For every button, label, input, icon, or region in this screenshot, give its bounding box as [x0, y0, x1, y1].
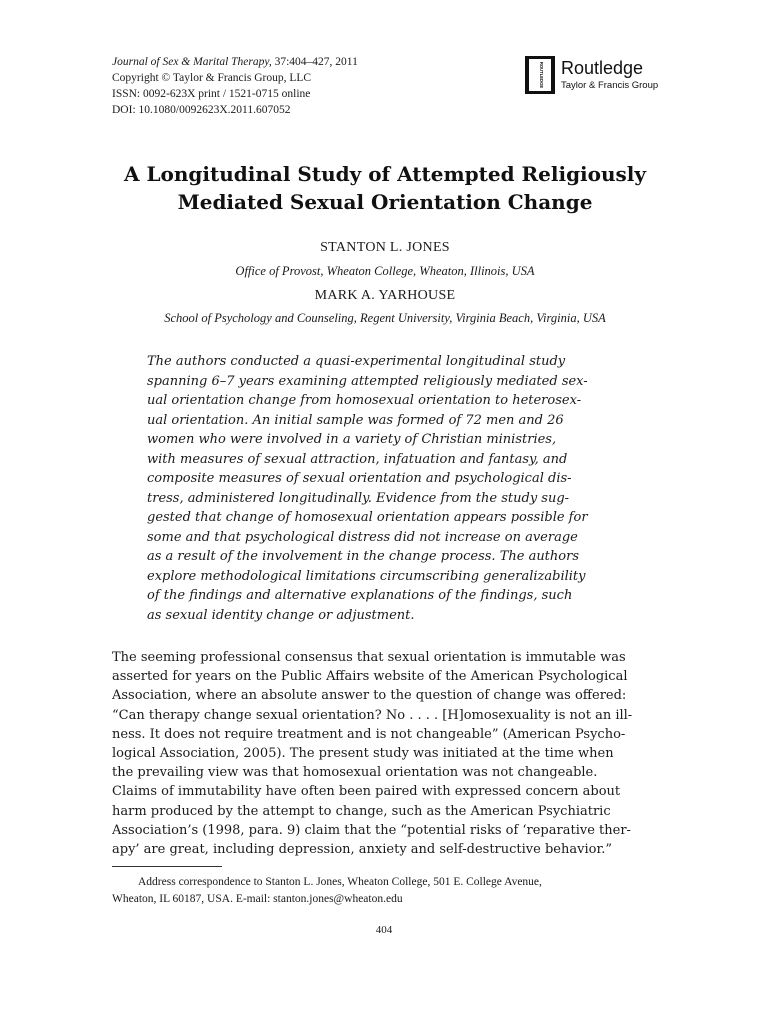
- journal-volume-pages: 37:404–427, 2011: [271, 56, 358, 68]
- routledge-logo-icon: [525, 56, 555, 94]
- abstract-line: some and that psychological distress did not increase on average: [147, 529, 578, 545]
- journal-citation: [112, 54, 472, 70]
- abstract-line: as a result of the involvement in the change process. The authors: [147, 549, 579, 564]
- abstract-line: ual orientation. An initial sample was formed of 72 men and 26: [147, 412, 564, 428]
- page-number: 404: [375, 924, 393, 936]
- abstract-line: composite measures of sexual orientation and psychological dis-: [147, 471, 572, 486]
- title-line: A Longitudinal Study of Attempted Religiously: [123, 162, 647, 186]
- body-line: logical Association, 2005). The present study was initiated at the time when: [112, 746, 614, 762]
- abstract-line: The authors conducted a quasi-experimental longitudinal study: [147, 354, 566, 369]
- abstract-line: women who were involved in a variety of Christian ministries,: [147, 432, 557, 447]
- copyright-line: Copyright © Taylor & Francis Group, LLC: [112, 72, 312, 84]
- body-line: “Can therapy change sexual orientation? No . . . . [H]omosexuality is not an ill-: [112, 707, 633, 723]
- author-name: MARK A. YARHOUSE: [314, 288, 456, 303]
- body-line: Claims of immutability have often been paired with expressed concern about: [112, 784, 621, 800]
- abstract-line: with measures of sexual attraction, infatuation and fantasy, and: [147, 451, 568, 467]
- abstract-line: gested that change of homosexual orientation appears possible for: [147, 510, 588, 525]
- abstract-line: explore methodological limitations circumscribing generalizability: [147, 568, 586, 584]
- logo-mark-text: ROUTLEDGE: [539, 61, 544, 89]
- footnote-line: Wheaton, IL 60187, USA. E-mail: stanton.jones@wheaton.edu: [112, 893, 403, 905]
- abstract-line: of the findings and alternative explanations of the findings, such: [147, 588, 573, 603]
- body-line: Association’s (1998, para. 9) claim that the “potential risks of ‘reparative ther-: [112, 822, 631, 838]
- footnote-line: Address correspondence to Stanton L. Jones, Wheaton College, 501 E. College Avenue,: [138, 876, 542, 888]
- body-line: Association, where an absolute answer to the question of change was offered:: [112, 688, 627, 704]
- author-name: STANTON L. JONES: [320, 240, 450, 255]
- journal-metadata: [112, 54, 472, 118]
- publisher-group: Taylor & Francis Group: [561, 80, 659, 91]
- body-paragraph: [112, 648, 662, 859]
- body-line: asserted for years on the Public Affairs website of the American Psychological: [112, 669, 628, 685]
- body-line: The seeming professional consensus that sexual orientation is immutable was: [112, 650, 626, 665]
- author-affiliation: School of Psychology and Counseling, Regent University, Virginia Beach, Virginia, USA: [164, 311, 606, 325]
- publisher-name: Routledge: [561, 58, 644, 78]
- title-line: Mediated Sexual Orientation Change: [177, 190, 593, 214]
- footnote-divider: [112, 866, 222, 867]
- issn-line: ISSN: 0092-623X print / 1521-0715 online: [112, 88, 311, 100]
- abstract-line: tress, administered longitudinally. Evidence from the study sug-: [147, 490, 570, 506]
- article-title: [90, 160, 680, 216]
- abstract: [147, 352, 625, 625]
- publisher-logo: [525, 56, 665, 96]
- doi-line: DOI: 10.1080/0092623X.2011.607052: [112, 104, 291, 116]
- abstract-line: ual orientation change from homosexual orientation to heterosex-: [147, 393, 582, 408]
- abstract-line: as sexual identity change or adjustment.: [147, 607, 415, 623]
- footnote: [112, 874, 662, 908]
- journal-name: Journal of Sex & Marital Therapy,: [112, 56, 272, 68]
- body-line: the prevailing view was that homosexual orientation was not changeable.: [112, 765, 598, 781]
- body-line: harm produced by the attempt to change, such as the American Psychiatric: [112, 803, 611, 819]
- body-line: ness. It does not require treatment and is not changeable” (American Psycho-: [112, 726, 626, 742]
- body-line: apy’ are great, including depression, anxiety and self-destructive behavior.”: [112, 842, 613, 858]
- abstract-line: spanning 6–7 years examining attempted religiously mediated sex-: [147, 373, 588, 389]
- author-affiliation: Office of Provost, Wheaton College, Wheaton, Illinois, USA: [235, 264, 535, 278]
